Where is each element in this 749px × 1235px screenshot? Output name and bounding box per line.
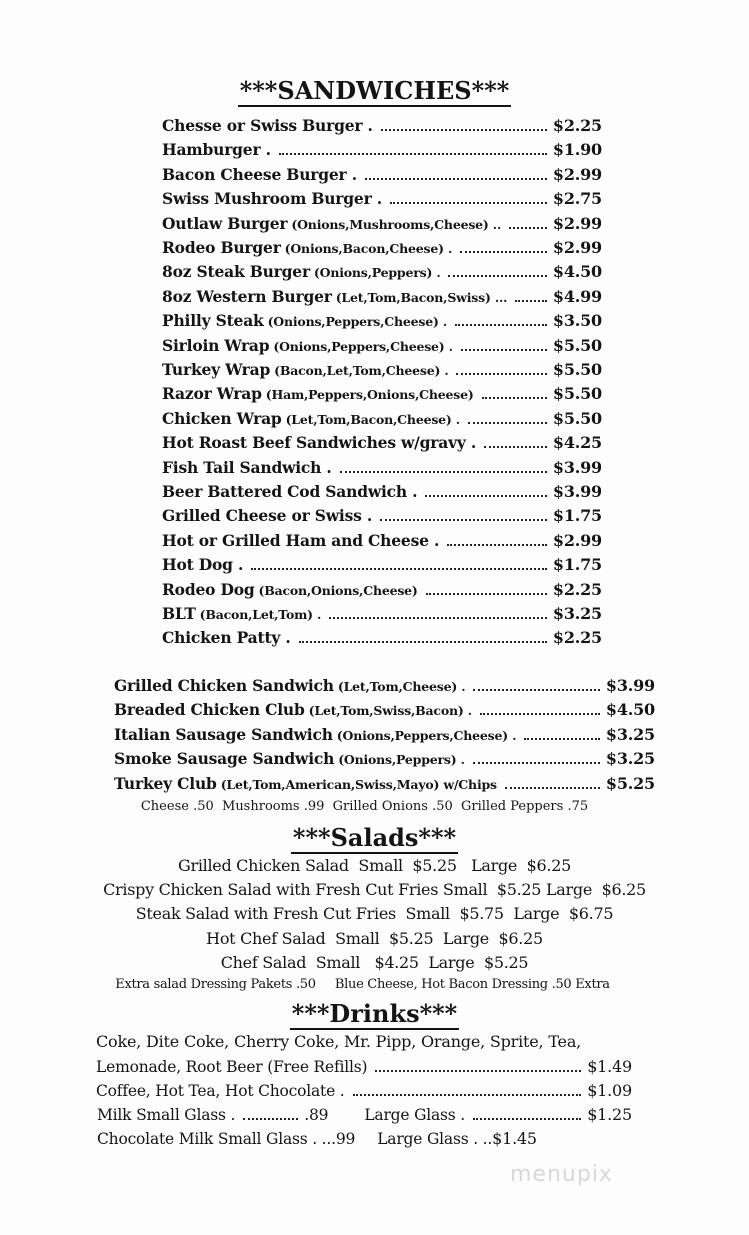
item-detail: (Onions,Peppers,Cheese) . — [336, 727, 517, 743]
dot-leader — [473, 762, 600, 764]
salads-title: ***Salads*** — [292, 823, 457, 852]
item-price: $1.49 — [587, 1057, 632, 1076]
item-price: $4.25 — [552, 433, 602, 453]
item-name: Hamburger . — [162, 140, 271, 160]
dot-leader — [426, 593, 547, 595]
dot-leader — [480, 713, 600, 715]
sandwiches-heading — [0, 76, 749, 105]
item-price: $3.99 — [552, 457, 602, 477]
item-name: Breaded Chicken Club — [114, 700, 305, 720]
drinks-heading — [0, 999, 749, 1028]
menu-item — [162, 238, 602, 257]
menu-item — [162, 189, 602, 208]
dot-leader — [448, 275, 546, 277]
menu-item — [114, 725, 655, 744]
item-price: $3.25 — [605, 724, 655, 744]
menu-item — [162, 311, 602, 330]
item-name: Chicken Wrap — [162, 408, 282, 428]
item-price: $3.99 — [552, 482, 602, 501]
item-price: $3.50 — [552, 311, 602, 331]
milk-label: Milk Small Glass . — [97, 1106, 236, 1124]
menu-item — [162, 506, 602, 525]
item-price: $2.25 — [552, 628, 602, 648]
item-name: Philly Steak — [162, 311, 264, 331]
dot-leader — [505, 787, 600, 789]
dot-leader — [461, 349, 547, 351]
dot-leader — [447, 544, 547, 546]
item-name: Swiss Mushroom Burger . — [162, 189, 382, 209]
item-name: Chesse or Swiss Burger . — [162, 116, 373, 135]
item-name: Razor Wrap — [162, 384, 262, 404]
item-price: $2.99 — [552, 530, 602, 550]
item-name: Sirloin Wrap — [162, 335, 270, 355]
drinks-title: ***Drinks*** — [291, 999, 458, 1028]
item-name: Outlaw Burger — [162, 213, 288, 233]
dot-leader — [468, 422, 547, 424]
dot-leader — [455, 324, 547, 326]
item-price: $3.25 — [605, 749, 655, 769]
item-name: 8oz Western Burger — [162, 286, 332, 306]
item-price: $4.50 — [605, 700, 655, 720]
menu-item — [162, 458, 602, 477]
dot-leader — [482, 397, 547, 399]
item-detail: (Let,Tom,Swiss,Bacon) . — [308, 703, 472, 719]
sandwiches-title: ***SANDWICHES*** — [239, 76, 510, 105]
dot-leader — [460, 251, 547, 253]
milk-row — [97, 1105, 632, 1124]
item-price: $2.25 — [552, 579, 602, 599]
dot-leader — [509, 227, 547, 229]
chocolate-milk-row — [97, 1129, 632, 1148]
dot-leader — [425, 495, 547, 497]
item-detail: (Onions,Peppers,Cheese) . — [273, 338, 453, 354]
item-name: Coffee, Hot Tea, Hot Chocolate . — [96, 1082, 345, 1100]
item-detail: (Let,Tom,Bacon,Cheese) . — [285, 411, 460, 427]
milk-large-price: $1.25 — [587, 1105, 632, 1124]
dot-leader — [524, 738, 600, 740]
choc-milk-small-price: .99 — [331, 1130, 356, 1148]
salads-heading — [0, 823, 749, 852]
choc-milk-large-label: Large Glass . .. — [377, 1130, 493, 1148]
item-price: $3.99 — [605, 676, 655, 695]
item-name: Grilled Chicken Sandwich — [114, 676, 334, 695]
item-price: $5.25 — [605, 773, 655, 793]
item-price: $5.50 — [552, 335, 602, 355]
item-detail: (Onions,Bacon,Cheese) . — [284, 241, 453, 256]
item-name: Lemonade, Root Beer (Free Refills) — [96, 1058, 368, 1076]
item-detail: (Bacon,Let,Tom,Cheese) . — [274, 363, 449, 378]
item-name: Smoke Sausage Sandwich — [114, 749, 335, 769]
item-name: Hot or Grilled Ham and Cheese . — [162, 530, 440, 550]
item-price: $2.99 — [552, 164, 602, 184]
menu-item — [162, 531, 602, 550]
dot-leader — [473, 689, 600, 691]
dot-leader — [353, 1094, 582, 1096]
item-price: $1.09 — [587, 1081, 632, 1100]
item-name: BLT — [162, 604, 196, 623]
item-name: Grilled Cheese or Swiss . — [162, 506, 373, 526]
item-price: $5.50 — [552, 408, 602, 428]
item-price: $4.50 — [552, 262, 602, 282]
menu-item — [162, 555, 602, 574]
choc-milk-label: Chocolate Milk Small Glass . .. — [97, 1130, 332, 1148]
menu-item — [162, 360, 602, 379]
salad-item: Chef Salad Small $4.25 Large $5.25 — [220, 952, 529, 972]
menu-item — [162, 116, 602, 135]
dot-leader — [456, 373, 546, 375]
item-detail: (Ham,Peppers,Onions,Cheese) — [265, 387, 474, 403]
menu-item — [162, 262, 602, 281]
menu-item — [114, 749, 655, 768]
choc-milk-large-price: $1.45 — [492, 1129, 537, 1148]
menu-item — [162, 580, 602, 599]
dot-leader — [515, 300, 547, 302]
watermark-logo: menupix — [510, 1162, 613, 1187]
soda-list: Coke, Dite Coke, Cherry Coke, Mr. Pipp, Orange, Sprite, Tea, — [96, 1032, 582, 1051]
dot-leader — [375, 1070, 581, 1072]
menu-item — [162, 433, 602, 452]
salad-item: Hot Chef Salad Small $5.25 Large $6.25 — [206, 928, 543, 948]
salad-item: Crispy Chicken Salad with Fresh Cut Fries Small $5.25 Large $6.25 — [103, 880, 646, 900]
item-name: Turkey Club — [114, 773, 217, 793]
item-name: Fish Tail Sandwich . — [162, 457, 332, 477]
dot-leader — [251, 568, 547, 570]
item-name: Bacon Cheese Burger . — [162, 164, 357, 184]
item-detail: (Bacon,Onions,Cheese) — [258, 582, 418, 598]
item-price: $5.50 — [552, 360, 602, 379]
dot-leader — [484, 446, 547, 448]
milk-large-label: Large Glass . — [364, 1106, 466, 1124]
menu-item — [162, 482, 602, 501]
item-name: Rodeo Dog — [162, 579, 255, 599]
salad-note: Extra salad Dressing Pakets .50 Blue Cheese, Hot Bacon Dressing .50 Extra — [115, 977, 610, 992]
item-detail: (Let,Tom,Bacon,Swiss) ... — [335, 289, 508, 305]
menu-item — [162, 336, 602, 355]
item-detail: (Onions,Mushrooms,Cheese) .. — [291, 216, 502, 232]
menu-item — [162, 628, 602, 647]
dot-leader — [390, 202, 547, 204]
item-detail: (Onions,Peppers,Cheese) . — [267, 314, 448, 330]
item-price: $2.99 — [552, 238, 602, 257]
drinks-soda-line — [96, 1032, 581, 1051]
salad-item: Steak Salad with Fresh Cut Fries Small $5.75 Large $6.75 — [135, 904, 614, 924]
item-name: Hot Dog . — [162, 555, 244, 575]
item-name: Hot Roast Beef Sandwiches w/gravy . — [162, 433, 477, 453]
item-price: $1.75 — [552, 555, 602, 575]
dot-leader — [365, 178, 547, 180]
leader — [243, 1118, 298, 1120]
dot-leader — [279, 153, 547, 155]
drink-item — [96, 1081, 632, 1100]
dot-leader — [340, 471, 547, 473]
dot-leader — [299, 641, 547, 643]
menu-item — [162, 165, 602, 184]
menu-item — [114, 700, 655, 719]
item-name: Beer Battered Cod Sandwich . — [162, 482, 418, 501]
menu-item — [114, 676, 655, 695]
item-detail: (Bacon,Let,Tom) . — [199, 607, 322, 622]
item-price: $2.25 — [552, 116, 602, 135]
drink-item — [96, 1057, 632, 1076]
menu-item — [162, 214, 602, 233]
item-name: 8oz Steak Burger — [162, 262, 310, 282]
item-price: $5.50 — [552, 384, 602, 404]
milk-small-price: .89 — [304, 1106, 329, 1124]
dot-leader — [381, 129, 547, 131]
item-detail: (Onions,Peppers) . — [313, 265, 441, 281]
sandwich-addons: Cheese .50 Mushrooms .99 Grilled Onions .50 Grilled Peppers .75 — [140, 799, 589, 814]
item-price: $2.75 — [552, 189, 602, 209]
item-detail: (Onions,Peppers) . — [338, 752, 465, 768]
leader — [473, 1118, 581, 1120]
item-name: Chicken Patty . — [162, 628, 291, 648]
dot-leader — [380, 519, 547, 521]
item-price: $3.25 — [552, 604, 602, 623]
menu-item — [162, 604, 602, 623]
item-name: Rodeo Burger — [162, 238, 281, 257]
dot-leader — [329, 617, 547, 619]
item-price: $1.75 — [552, 506, 602, 526]
item-price: $4.99 — [552, 286, 602, 306]
item-name: Italian Sausage Sandwich — [114, 724, 333, 744]
item-detail: (Let,Tom,Cheese) . — [337, 679, 466, 694]
item-price: $2.99 — [552, 213, 602, 233]
menu-item — [114, 774, 655, 793]
menu-item — [162, 287, 602, 306]
salad-item: Grilled Chicken Salad Small $5.25 Large $6.25 — [178, 856, 571, 875]
item-name: Turkey Wrap — [162, 360, 271, 379]
menu-item — [162, 409, 602, 428]
menu-item — [162, 140, 602, 159]
item-price: $1.90 — [552, 140, 602, 160]
menu-item — [162, 384, 602, 403]
item-detail: (Let,Tom,American,Swiss,Mayo) w/Chips — [220, 776, 497, 792]
